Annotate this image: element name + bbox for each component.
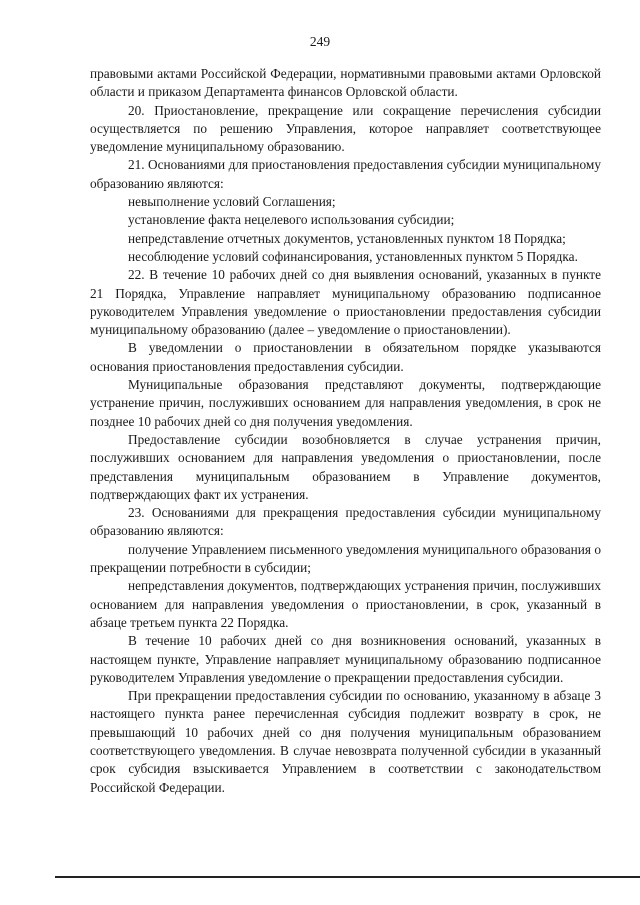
paragraph: непредставления документов, подтверждающих устранения причин, послуживших основанием для направления уведомления о приостановлении, в срок, указанный в абзаце третьем пункта 22 Порядка. <box>90 578 601 630</box>
paragraph: невыполнение условий Соглашения; <box>128 194 336 210</box>
paragraph: 21. Основаниями для приостановления предоставления субсидии муниципальному образованию являются: <box>90 157 601 191</box>
paragraph: 23. Основаниями для прекращения предоставления субсидии муниципальному образованию являются: <box>90 505 601 539</box>
paragraph: несоблюдение условий софинансирования, установленных пунктом 5 Порядка. <box>128 248 578 264</box>
paragraph: Предоставление субсидии возобновляется в случае устранения причин, послуживших основанием для направления уведомления о приостановлении, после представления муниципальным образованием в Управление документов, подтверждающих факт их устранения. <box>90 431 601 502</box>
paragraph: установление факта нецелевого использования субсидии; <box>128 212 455 228</box>
paragraph: При прекращении предоставления субсидии по основанию, указанному в абзаце 3 настоящего пункта ранее перечисленная субсидия подлежит возврату в срок, не превышающий 10 рабочих дней со дня получения муниципальным образованием соответствующего уведомления. В случае невозврата полученной субсидии в указанный срок субсидия взыскивается Управлением в соответствии с законодательством Российской Федерации. <box>90 688 601 795</box>
page-bottom-rule <box>55 876 640 878</box>
paragraph: В течение 10 рабочих дней со дня возникновения оснований, указанных в настоящем пункте, Управление направляет муниципальному образованию подписанное руководителем Управления уведомление о прекращении предоставления субсидии. <box>90 633 601 685</box>
paragraph: получение Управлением письменного уведомления муниципального образования о прекращении потребности в субсидии; <box>90 541 601 576</box>
paragraph: Муниципальные образования представляют документы, подтверждающие устранение причин, послуживших основанием для направления уведомления, в срок не позднее 10 рабочих дней со дня получения уведомления. <box>90 377 601 429</box>
paragraph: В уведомлении о приостановлении в обязательном порядке указываются основания приостановления предоставления субсидии. <box>90 340 601 374</box>
page-number: 249 <box>309 34 331 49</box>
paragraph: 20. Приостановление, прекращение или сокращение перечисления субсидии осуществляется по решению Управления, которое направляет соответствующее уведомление муниципальному образованию. <box>90 102 601 155</box>
paragraph: 22. В течение 10 рабочих дней со дня выявления оснований, указанных в пункте 21 Порядка, Управление направляет муниципальному образованию подписанное руководителем Управления уведомление о приостановлении предоставления субсидии муниципальному образованию (далее – уведомление о приостановлении). <box>90 267 601 338</box>
paragraph: правовыми актами Российской Федерации, нормативными правовыми актами Орловской области и приказом Департамента финансов Орловской области. <box>90 66 601 100</box>
paragraph: непредставление отчетных документов, установленных пунктом 18 Порядка; <box>128 230 566 246</box>
document-body <box>90 65 601 797</box>
